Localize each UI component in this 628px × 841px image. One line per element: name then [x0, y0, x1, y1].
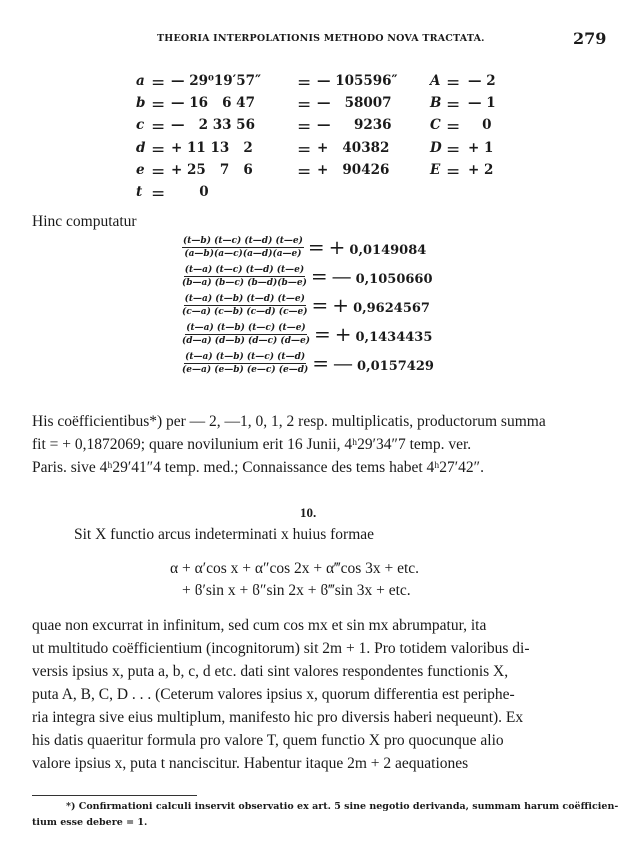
- row-variable: e: [136, 162, 145, 178]
- fraction-denominator: (a—b)(a—c)(a—d)(a—e): [184, 248, 302, 259]
- fraction-result: [314, 322, 432, 346]
- page-number: 279: [573, 29, 607, 48]
- fraction-result: [312, 293, 430, 317]
- equals-sign: =: [311, 293, 329, 317]
- row-coefficient-value: + 2: [468, 162, 494, 178]
- equals-sign: =: [297, 162, 312, 182]
- row-seconds-value: + 40382: [317, 140, 390, 156]
- fraction-numerator: (t—a) (t—b) (t—c) (t—e): [186, 322, 306, 333]
- section-number: 10.: [300, 505, 317, 520]
- fraction-numerator: (t—a) (t—b) (t—d) (t—e): [184, 293, 305, 304]
- fraction-denominator: (d—a) (d—b) (d—c) (d—e): [182, 335, 310, 346]
- paragraph3-line5: ria integra sive eius multiplum, manifesto hic pro diversis haberi nequeunt). Ex: [32, 709, 524, 726]
- fraction-numerator: (t—b) (t—c) (t—d) (t—e): [183, 235, 303, 246]
- fraction: [182, 352, 308, 375]
- formula-line1: α + α′cos x + α″cos 2x + α‴cos 3x + etc.: [170, 560, 420, 577]
- fraction: [182, 265, 307, 288]
- fraction-denominator: (c—a) (c—b) (c—d) (c—e): [182, 306, 308, 317]
- fraction-equation: [182, 264, 433, 288]
- paragraph3-line7: valore ipsius x, puta t nanciscitur. Habentur itaque 2m + 2 aequationes: [32, 755, 469, 772]
- fraction: [182, 236, 304, 259]
- result-sign: +: [332, 293, 350, 317]
- running-title: THEORIA INTERPOLATIONIS METHODO NOVA TRACTATA.: [157, 33, 485, 44]
- footnote-line2: tium esse debere = 1.: [32, 817, 148, 828]
- row-degree-value: — 2 33 56: [171, 117, 255, 133]
- equals-sign: =: [310, 264, 328, 288]
- formula-line2: + ϐ′sin x + ϐ″sin 2x + ϐ‴sin 3x + etc.: [182, 582, 411, 599]
- fraction-result: [308, 235, 426, 259]
- paragraph3-line3: versis ipsius x, puta a, b, c, d etc. dati sint valores respondentes functionis X,: [32, 663, 509, 680]
- fraction-equation: [182, 235, 426, 259]
- footnote-rule: [32, 795, 197, 796]
- result-value: 0,0157429: [357, 359, 434, 374]
- row-seconds-value: — 9236: [317, 117, 392, 133]
- row-degree-value: + 11 13 2: [171, 140, 253, 156]
- row-seconds-value: + 90426: [317, 162, 390, 178]
- paragraph1-line2: fit = + 0,1872069; quare novilunium erit 16 Junii, 4ʰ29′34″7 temp. ver.: [32, 436, 472, 453]
- equals-sign: =: [151, 140, 166, 160]
- row-variable: d: [136, 140, 146, 156]
- fraction: [182, 323, 310, 346]
- row-coefficient-variable: C: [430, 117, 441, 133]
- row-coefficient-variable: A: [430, 73, 441, 89]
- equals-sign: =: [151, 95, 166, 115]
- row-degree-value: — 16 6 47: [171, 95, 255, 111]
- footnote-line1: *) Confirmationi calculi inservit observatio ex art. 5 sine negotio derivanda, summam harum coëfficien-: [66, 801, 619, 812]
- equals-sign: =: [297, 117, 312, 137]
- row-variable: c: [136, 117, 145, 133]
- equals-sign: =: [307, 235, 325, 259]
- result-value: 0,1434435: [355, 330, 433, 345]
- row-variable: t: [136, 184, 143, 200]
- row-coefficient-variable: B: [430, 95, 442, 111]
- equals-sign: =: [313, 322, 331, 346]
- fraction-result: [312, 351, 434, 375]
- fraction-numerator: (t—a) (t—b) (t—c) (t—d): [185, 351, 306, 362]
- row-variable: a: [136, 73, 145, 89]
- paragraph3-line1: quae non excurrat in infinitum, sed cum cos mx et sin mx abrumpatur, ita: [32, 617, 487, 634]
- fraction-equation: [182, 293, 430, 317]
- fraction-result: [311, 264, 433, 288]
- row-coefficient-value: 0: [468, 117, 492, 133]
- row-variable: b: [136, 95, 146, 111]
- paragraph3-line4: puta A, B, C, D . . . (Ceterum valores ipsius x, quorum differentia est periphe-: [32, 686, 515, 703]
- row-coefficient-value: + 1: [468, 140, 494, 156]
- result-sign: +: [328, 235, 346, 259]
- equals-sign: =: [151, 184, 166, 204]
- row-seconds-value: — 105596″: [317, 73, 398, 89]
- equals-sign: =: [446, 162, 461, 182]
- equals-sign: =: [297, 73, 312, 93]
- result-sign: —: [333, 351, 354, 375]
- fraction: [182, 294, 308, 317]
- fraction-numerator: (t—a) (t—c) (t—d) (t—e): [184, 264, 305, 275]
- equals-sign: =: [446, 117, 461, 137]
- equals-sign: =: [151, 117, 166, 137]
- equals-sign: =: [297, 95, 312, 115]
- row-coefficient-value: — 1: [468, 95, 496, 111]
- paragraph3-line2: ut multitudo coëfficientium (incognitorum) sit 2m + 1. Pro totidem valoribus di-: [32, 640, 530, 657]
- equals-sign: =: [446, 140, 461, 160]
- fraction-equation: [182, 322, 432, 346]
- equals-sign: =: [151, 73, 166, 93]
- paragraph3-line6: his datis quaeritur formula pro valore T, quem functio X pro quocunque alio: [32, 732, 504, 749]
- equals-sign: =: [312, 351, 330, 375]
- result-value: 0,9624567: [353, 301, 430, 316]
- row-seconds-value: — 58007: [317, 95, 392, 111]
- fraction-denominator: (b—a) (b—c) (b—d)(b—e): [182, 277, 307, 288]
- row-degree-value: — 29⁰19′57″: [171, 73, 262, 89]
- row-coefficient-value: — 2: [468, 73, 496, 89]
- paragraph1-line3: Paris. sive 4ʰ29′41″4 temp. med.; Connaissance des tems habet 4ʰ27′42″.: [32, 459, 484, 476]
- paragraph2-intro: Sit X functio arcus indeterminati x huius formae: [74, 526, 375, 543]
- result-value: 0,1050660: [355, 272, 433, 287]
- result-sign: —: [331, 264, 352, 288]
- result-sign: +: [334, 322, 352, 346]
- paragraph1-line1: His coëfficientibus*) per — 2, —1, 0, 1, 2 resp. multiplicatis, productorum summa: [32, 413, 546, 430]
- intro-text: Hinc computatur: [32, 213, 137, 230]
- equals-sign: =: [446, 95, 461, 115]
- fraction-denominator: (e—a) (e—b) (e—c) (e—d): [182, 364, 309, 375]
- row-coefficient-variable: E: [430, 162, 441, 178]
- result-value: 0,0149084: [349, 243, 427, 258]
- equals-sign: =: [446, 73, 461, 93]
- equals-sign: =: [297, 140, 312, 160]
- row-degree-value: + 25 7 6: [171, 162, 253, 178]
- row-coefficient-variable: D: [430, 140, 442, 156]
- fraction-equation: [182, 351, 434, 375]
- row-degree-value: 0: [171, 184, 209, 200]
- equals-sign: =: [151, 162, 166, 182]
